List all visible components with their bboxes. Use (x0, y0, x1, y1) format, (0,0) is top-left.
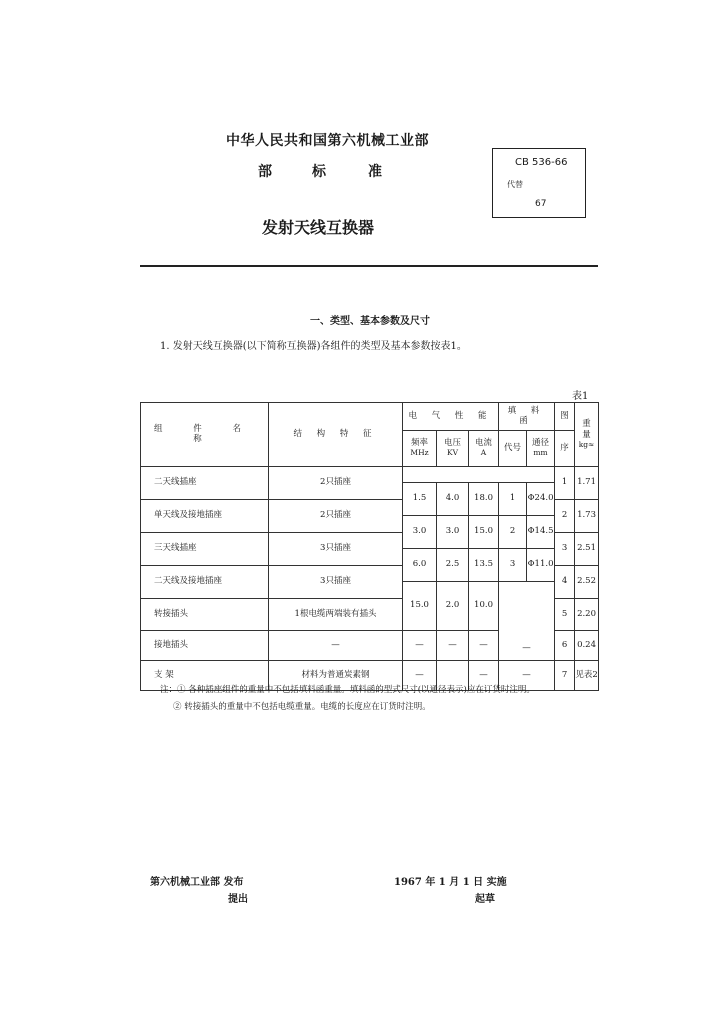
row-1-name: 二天线插座 (141, 467, 269, 500)
row-6-freq: — (403, 631, 437, 661)
row-4-structure: 3只插座 (269, 566, 403, 599)
header-divider (140, 265, 598, 267)
filler-3-code: 3 (499, 549, 527, 582)
header-code: 代号 (499, 431, 527, 467)
row-3-weight: 2.51 (575, 533, 599, 566)
row-6-structure: — (269, 631, 403, 661)
row-1-weight: 1.71 (575, 467, 599, 500)
row-1-seq: 1 (555, 467, 575, 500)
document-title: 发射天线互换器 (262, 218, 375, 237)
row-6-voltage: — (437, 631, 469, 661)
standard-char-3: 准 (368, 164, 382, 180)
elec-4-current: 10.0 (469, 582, 499, 631)
header-bore: 通径 (532, 438, 550, 449)
footer-issuer: 第六机械工业部 发布 (150, 877, 244, 888)
row-2-name: 单天线及接地插座 (141, 500, 269, 533)
row-5-weight: 2.20 (575, 599, 599, 631)
header-weight-unit: kg≈ (578, 440, 595, 450)
elec-1-voltage: 4.0 (437, 483, 469, 516)
row-7-weight: 见表2 (575, 661, 599, 691)
parameters-table (140, 402, 599, 691)
header-voltage-cell (437, 431, 469, 467)
footer-effective: 1967 年 1 月 1 日 实施 (394, 877, 507, 888)
header-current-unit: A (480, 448, 487, 458)
row-3-name: 三天线插座 (141, 533, 269, 566)
row-7-filler: — (499, 661, 555, 691)
row-6-name: 接地插头 (141, 631, 269, 661)
elec-4-freq: 15.0 (403, 582, 437, 631)
standard-year: 67 (535, 199, 547, 209)
header-weight-cell (575, 403, 599, 467)
standard-char-2: 标 (312, 164, 326, 180)
row-6-weight: 0.24 (575, 631, 599, 661)
header-weight: 重量 (582, 419, 591, 441)
elec-3-current: 13.5 (469, 549, 499, 582)
header-component-name: 组 件 名 称 (141, 403, 269, 467)
standard-code-box (492, 148, 586, 218)
header-electrical: 电 气 性 能 (403, 403, 499, 431)
note-2: ② 转接插头的重量中不包括电缆重量。电缆的长度应在订货时注明。 (173, 702, 431, 712)
replaces-label: 代替 (507, 180, 523, 189)
row-7-seq: 7 (555, 661, 575, 691)
header-bore-cell (527, 431, 555, 467)
row-4-seq: 4 (555, 566, 575, 599)
row-7-structure: 材料为普通炭素钢 (269, 661, 403, 691)
header-drawing: 图 (555, 403, 575, 431)
header-voltage: 电压 (443, 438, 461, 449)
footer-proposer: 提出 (228, 894, 248, 905)
row-4-name: 二天线及接地插座 (141, 566, 269, 599)
row-3-structure: 3只插座 (269, 533, 403, 566)
elec-4-voltage: 2.0 (437, 582, 469, 631)
row-7-freq: — (403, 661, 437, 691)
elec-1-freq: 1.5 (403, 483, 437, 516)
row-5-seq: 5 (555, 599, 575, 631)
header-voltage-unit: KV (446, 448, 459, 458)
row-6-seq: 6 (555, 631, 575, 661)
row-7-current: — (469, 661, 499, 691)
filler-4-dash: — (499, 582, 555, 661)
header-structure: 结 构 特 征 (269, 403, 403, 467)
row-5-structure: 1根电缆两端装有插头 (269, 599, 403, 631)
filler-1-bore: Φ24.0 (527, 483, 555, 516)
filler-1-code: 1 (499, 483, 527, 516)
row-3-seq: 3 (555, 533, 575, 566)
filler-2-bore: Φ14.5 (527, 516, 555, 549)
header-freq-cell (403, 431, 437, 467)
clause-1: 1. 发射天线互换器(以下简称互换器)各组件的类型及基本参数按表1。 (160, 341, 467, 352)
standard-char-1: 部 (258, 164, 272, 180)
elec-3-voltage: 2.5 (437, 549, 469, 582)
ministry-name: 中华人民共和国第六机械工业部 (226, 133, 429, 149)
row-6-current: — (469, 631, 499, 661)
table-notes (160, 682, 535, 716)
table-label: 表1 (572, 391, 589, 402)
note-1: 注：① 各种插座组件的重量中不包括填料函重量。填料函的型式尺寸(以通径表示)应在订货时注明。 (160, 685, 535, 695)
electrical-spacer (403, 467, 555, 483)
row-1-structure: 2只插座 (269, 467, 403, 500)
footer-drafter: 起草 (475, 894, 495, 905)
header-freq-unit: MHz (410, 448, 429, 458)
header-current-cell (469, 431, 499, 467)
elec-1-current: 18.0 (469, 483, 499, 516)
elec-2-voltage: 3.0 (437, 516, 469, 549)
row-2-weight: 1.73 (575, 500, 599, 533)
row-7-name: 支 架 (141, 661, 269, 691)
elec-3-freq: 6.0 (403, 549, 437, 582)
header-drawing-seq: 序 (555, 431, 575, 467)
standard-code: CB 536-66 (515, 157, 568, 168)
section-title: 一、类型、基本参数及尺寸 (310, 316, 430, 327)
row-4-weight: 2.52 (575, 566, 599, 599)
elec-2-freq: 3.0 (403, 516, 437, 549)
elec-2-current: 15.0 (469, 516, 499, 549)
row-2-seq: 2 (555, 500, 575, 533)
row-5-name: 转接插头 (141, 599, 269, 631)
header-filler: 填 料 函 (499, 403, 555, 431)
header-freq: 频率 (410, 438, 428, 449)
row-2-structure: 2只插座 (269, 500, 403, 533)
filler-3-bore: Φ11.0 (527, 549, 555, 582)
header-current: 电流 (475, 438, 493, 449)
header-bore-unit: mm (533, 448, 548, 458)
filler-2-code: 2 (499, 516, 527, 549)
